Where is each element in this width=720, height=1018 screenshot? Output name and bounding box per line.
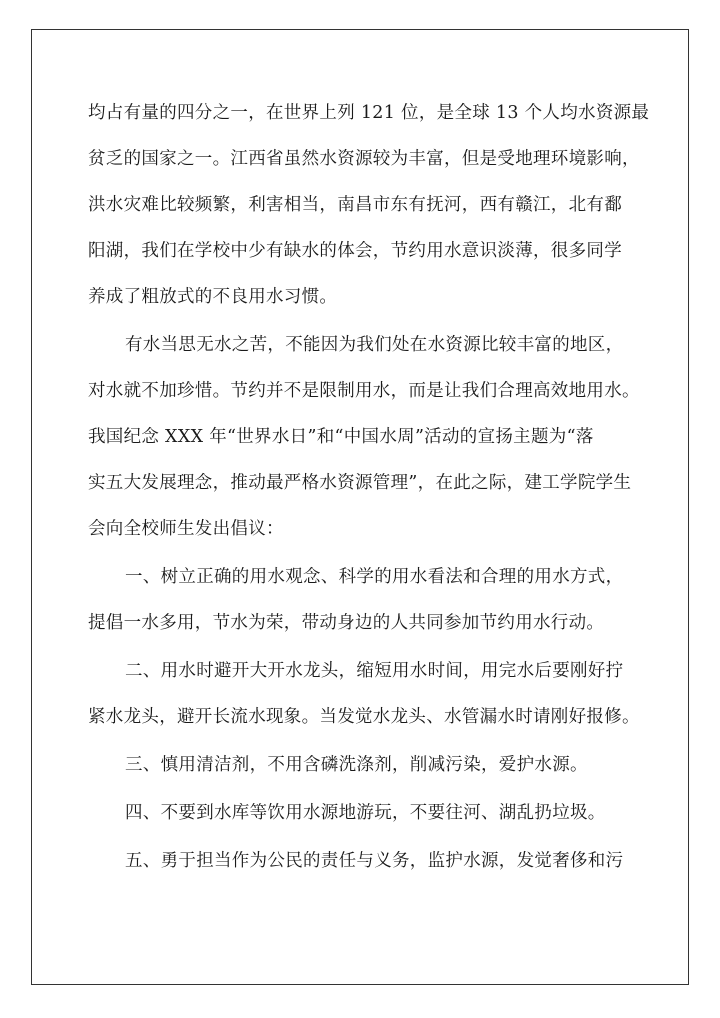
text-line: 我国纪念 XXX 年“世界水日”和“中国水周”活动的宣扬主题为“落 [88, 427, 594, 447]
text-line: 提倡一水多用，节水为荣，带动身边的人共同参加节约用水行动。 [88, 613, 605, 633]
text-line: 五、勇于担当作为公民的责任与义务，监护水源，发觉奢侈和污 [125, 851, 624, 871]
text-line: 三、慎用清洁剂，不用含磷洗涤剂，削减污染，爱护水源。 [125, 755, 588, 775]
text-line: 实五大发展理念，推动最严格水资源管理”，在此之际，建工学院学生 [88, 473, 632, 493]
text-line: 养成了粗放式的不良用水习惯。 [88, 287, 338, 307]
text-line: 会向全校师生发出倡议： [88, 519, 284, 539]
text-line: 均占有量的四分之一，在世界上列 121 位，是全球 13 个人均水资源最 [88, 103, 650, 123]
text-line: 紧水龙头，避开长流水现象。当发觉水龙头、水管漏水时请刚好报修。 [88, 707, 640, 727]
text-line: 阳湖，我们在学校中少有缺水的体会，节约用水意识淡薄，很多同学 [88, 241, 622, 261]
text-line: 一、树立正确的用水观念、科学的用水看法和合理的用水方式， [125, 567, 624, 587]
text-line: 有水当思无水之苦，不能因为我们处在水资源比较丰富的地区， [125, 335, 624, 355]
text-line: 对水就不加珍惜。节约并不是限制用水，而是让我们合理高效地用水。 [88, 381, 640, 401]
text-line: 四、不要到水库等饮用水源地游玩，不要往河、湖乱扔垃圾。 [125, 803, 606, 823]
text-line: 洪水灾难比较频繁，利害相当，南昌市东有抚河，西有赣江，北有鄱 [88, 195, 622, 215]
text-line: 二、用水时避开大开水龙头，缩短用水时间，用完水后要刚好拧 [125, 661, 624, 681]
text-line: 贫乏的国家之一。江西省虽然水资源较为丰富，但是受地理环境影响， [88, 149, 640, 169]
